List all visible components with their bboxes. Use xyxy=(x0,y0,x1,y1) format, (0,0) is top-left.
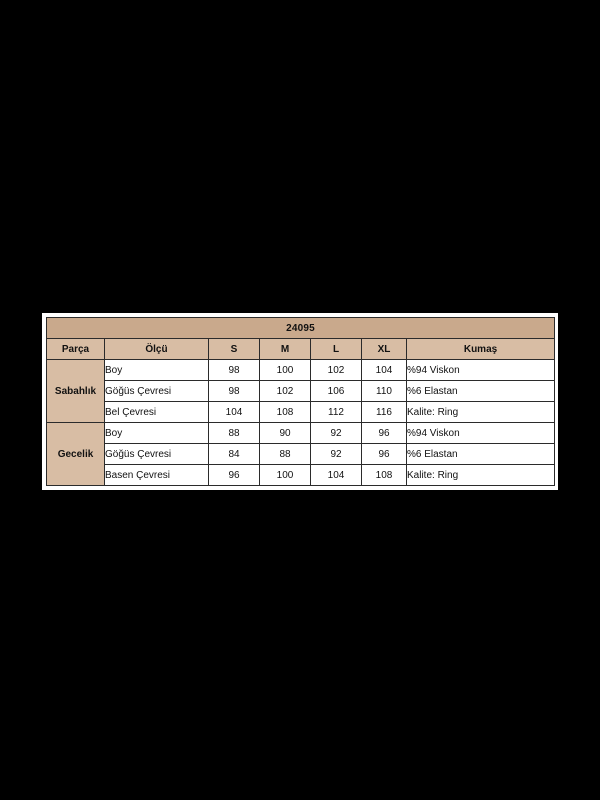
value-xl: 116 xyxy=(362,402,407,423)
column-header-kumas: Kumaş xyxy=(407,339,555,360)
group-label-sabahlik: Sabahlık xyxy=(47,360,105,423)
value-s: 98 xyxy=(209,381,260,402)
product-code: 24095 xyxy=(47,318,555,339)
value-xl: 96 xyxy=(362,444,407,465)
group-label-gecelik: Gecelik xyxy=(47,423,105,486)
table-row xyxy=(47,465,555,486)
measure-label: Basen Çevresi xyxy=(105,465,209,486)
table-row xyxy=(47,423,555,444)
measure-label: Boy xyxy=(105,423,209,444)
value-s: 104 xyxy=(209,402,260,423)
value-xl: 104 xyxy=(362,360,407,381)
table-row xyxy=(47,360,555,381)
fabric-text: %6 Elastan xyxy=(407,381,555,402)
value-l: 92 xyxy=(311,423,362,444)
value-xl: 110 xyxy=(362,381,407,402)
value-m: 88 xyxy=(260,444,311,465)
value-l: 104 xyxy=(311,465,362,486)
value-s: 84 xyxy=(209,444,260,465)
value-s: 98 xyxy=(209,360,260,381)
fabric-text: %6 Elastan xyxy=(407,444,555,465)
value-s: 96 xyxy=(209,465,260,486)
column-header-s: S xyxy=(209,339,260,360)
table-row xyxy=(47,402,555,423)
fabric-text: %94 Viskon xyxy=(407,423,555,444)
value-m: 100 xyxy=(260,465,311,486)
size-chart-table xyxy=(46,317,555,486)
table-row xyxy=(47,444,555,465)
value-l: 112 xyxy=(311,402,362,423)
column-header-l: L xyxy=(311,339,362,360)
value-s: 88 xyxy=(209,423,260,444)
size-chart-card xyxy=(42,313,558,490)
fabric-text: Kalite: Ring xyxy=(407,465,555,486)
column-header-m: M xyxy=(260,339,311,360)
column-header-xl: XL xyxy=(362,339,407,360)
value-m: 90 xyxy=(260,423,311,444)
column-header-parca: Parça xyxy=(47,339,105,360)
value-m: 102 xyxy=(260,381,311,402)
table-header-row xyxy=(47,339,555,360)
value-l: 106 xyxy=(311,381,362,402)
value-m: 100 xyxy=(260,360,311,381)
table-title-row xyxy=(47,318,555,339)
fabric-text: %94 Viskon xyxy=(407,360,555,381)
measure-label: Boy xyxy=(105,360,209,381)
value-xl: 108 xyxy=(362,465,407,486)
table-row xyxy=(47,381,555,402)
value-m: 108 xyxy=(260,402,311,423)
measure-label: Bel Çevresi xyxy=(105,402,209,423)
value-xl: 96 xyxy=(362,423,407,444)
measure-label: Göğüs Çevresi xyxy=(105,444,209,465)
fabric-text: Kalite: Ring xyxy=(407,402,555,423)
value-l: 102 xyxy=(311,360,362,381)
measure-label: Göğüs Çevresi xyxy=(105,381,209,402)
column-header-olcu: Ölçü xyxy=(105,339,209,360)
value-l: 92 xyxy=(311,444,362,465)
